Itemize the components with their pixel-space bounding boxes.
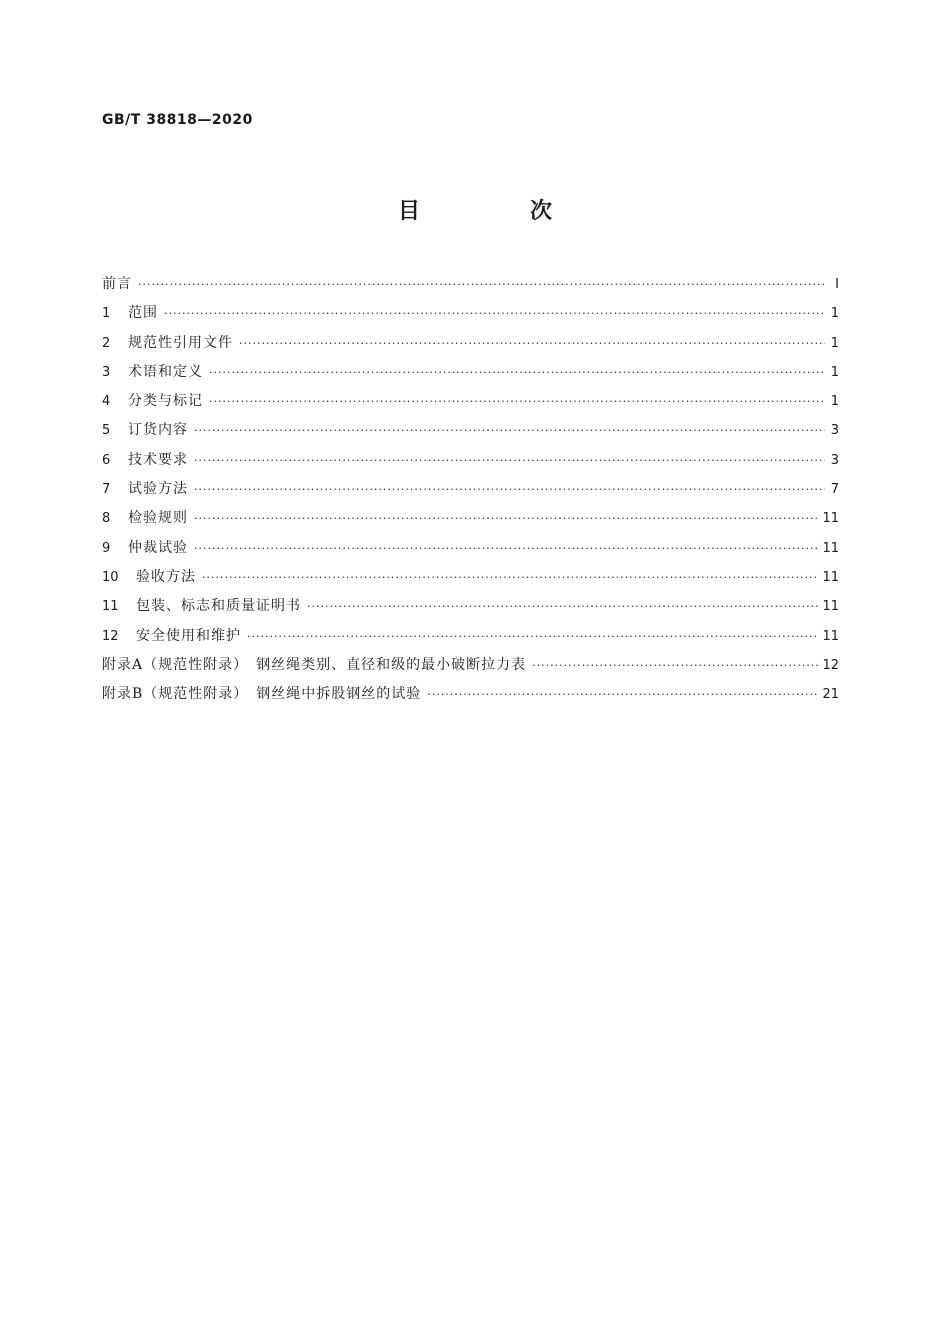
- toc-entry-text: 包装、标志和质量证明书: [136, 598, 301, 615]
- toc-leader-dots: [194, 419, 825, 443]
- toc-entry-label: [102, 565, 196, 590]
- toc-entry-text: 术语和定义: [128, 363, 203, 380]
- toc-entry-label: [102, 477, 188, 502]
- toc-entry-text: 技术要求: [128, 451, 188, 468]
- toc-entry-page: 1: [830, 364, 839, 380]
- toc-entry-label: [102, 360, 203, 385]
- toc-entry-number: 7: [102, 482, 111, 498]
- toc-leader-dots: [194, 507, 818, 531]
- toc-entry-9[interactable]: [102, 536, 839, 565]
- toc-entry-3[interactable]: [102, 360, 839, 389]
- toc-entry-label: [102, 506, 188, 531]
- toc-entry-label: [102, 331, 233, 356]
- toc-entry-12[interactable]: [102, 624, 839, 653]
- toc-entry-page: 3: [830, 452, 839, 468]
- toc-entry-label: [102, 448, 188, 473]
- toc-leader-dots: [209, 361, 825, 385]
- toc-entry-text: 订货内容: [128, 422, 188, 439]
- toc-entry-label: 附录A（规范性附录） 钢丝绳类别、直径和级的最小破断拉力表: [102, 656, 527, 673]
- toc-entry-1[interactable]: [102, 301, 839, 330]
- toc-entry-label: [102, 624, 241, 649]
- toc-leader-dots: [209, 390, 825, 414]
- standard-code: GB/T 38818—2020: [102, 112, 253, 128]
- toc-entry-number: 2: [102, 335, 111, 351]
- toc-entry-page: 12: [822, 657, 839, 673]
- toc-entry-text: 分类与标记: [128, 393, 203, 410]
- toc-leader-dots: [532, 654, 818, 678]
- toc-entry-5[interactable]: [102, 418, 839, 447]
- toc-entry-text: 范围: [128, 305, 158, 322]
- toc-entry-label: [102, 418, 188, 443]
- toc-leader-dots: [194, 449, 825, 473]
- toc-entry-page: Ⅰ: [835, 277, 839, 292]
- toc-leader-dots: [427, 683, 818, 707]
- table-of-contents: [102, 272, 839, 711]
- toc-entry-label: 附录B（规范性附录） 钢丝绳中拆股钢丝的试验: [102, 686, 422, 703]
- toc-leader-dots: [138, 273, 825, 297]
- toc-entry-text: 仲裁试验: [128, 539, 188, 556]
- toc-entry-label: [102, 301, 158, 326]
- toc-leader-dots: [194, 478, 825, 502]
- toc-entry-page: 1: [830, 394, 839, 410]
- toc-leader-dots: [307, 595, 818, 619]
- toc-entry-number: 5: [102, 423, 111, 439]
- toc-entry-page: 1: [830, 335, 839, 351]
- toc-entry-number: 1: [102, 306, 111, 322]
- toc-entry-text: 规范性引用文件: [128, 334, 233, 351]
- toc-leader-dots: [164, 302, 825, 326]
- toc-leader-dots: [194, 537, 818, 561]
- page-title: 目 次: [397, 199, 596, 224]
- toc-entry-text: 试验方法: [128, 481, 188, 498]
- toc-entry-number: 8: [102, 511, 111, 527]
- toc-entry-annex-a[interactable]: [102, 653, 839, 682]
- toc-entry-number: 3: [102, 364, 111, 380]
- toc-entry-text: 验收方法: [136, 568, 196, 585]
- toc-entry-page: 11: [822, 569, 839, 585]
- toc-entry-4[interactable]: [102, 389, 839, 418]
- toc-entry-7[interactable]: [102, 477, 839, 506]
- toc-entry-2[interactable]: [102, 331, 839, 360]
- toc-entry-page: 3: [830, 423, 839, 439]
- toc-entry-text: 安全使用和维护: [136, 627, 241, 644]
- toc-entry-number: 9: [102, 540, 111, 556]
- toc-entry-8[interactable]: [102, 506, 839, 535]
- toc-entry-label: [102, 536, 188, 561]
- toc-entry-text: 检验规则: [128, 510, 188, 527]
- toc-entry-number: 10: [102, 569, 119, 585]
- toc-entry-6[interactable]: [102, 448, 839, 477]
- toc-entry-annex-b[interactable]: [102, 682, 839, 711]
- toc-entry-label: [102, 594, 301, 619]
- toc-entry-page: 11: [822, 540, 839, 556]
- toc-entry-number: 6: [102, 452, 111, 468]
- toc-entry-number: 4: [102, 394, 111, 410]
- toc-entry-page: 1: [830, 306, 839, 322]
- toc-entry-11[interactable]: [102, 594, 839, 623]
- toc-entry-page: 21: [822, 687, 839, 703]
- toc-entry-label: [102, 389, 203, 414]
- toc-leader-dots: [247, 625, 818, 649]
- toc-entry-page: 7: [830, 482, 839, 498]
- toc-entry-number: 12: [102, 628, 119, 644]
- toc-entry-page: 11: [822, 511, 839, 527]
- toc-entry-page: 11: [822, 628, 839, 644]
- toc-entry-number: 11: [102, 599, 119, 615]
- toc-leader-dots: [239, 332, 825, 356]
- toc-entry-10[interactable]: [102, 565, 839, 594]
- toc-leader-dots: [202, 566, 818, 590]
- toc-entry-foreword[interactable]: [102, 272, 839, 301]
- toc-entry-label: 前言: [102, 276, 132, 292]
- toc-entry-page: 11: [822, 599, 839, 615]
